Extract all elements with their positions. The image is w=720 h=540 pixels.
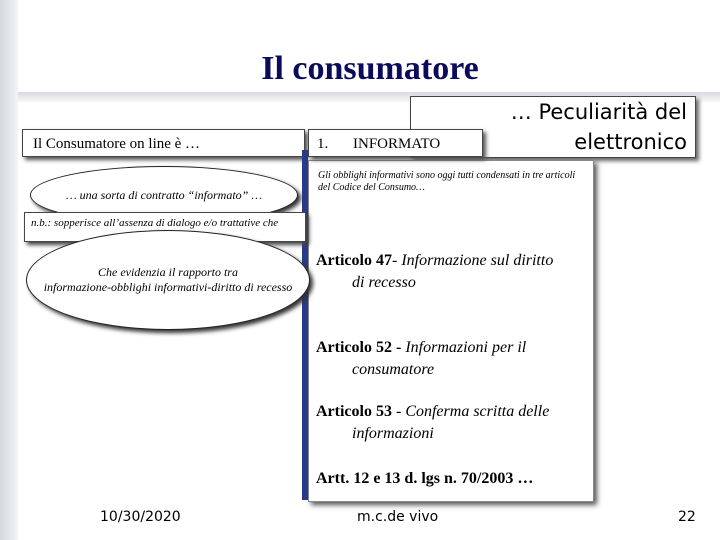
- article-name: Articolo 53: [316, 403, 392, 420]
- slide-title: Il consumatore: [261, 50, 479, 87]
- left-band: [0, 0, 18, 540]
- rapporto-ellipse: [26, 230, 310, 330]
- artt-line: Artt. 12 e 13 d. lgs n. 70/2003 …: [316, 470, 534, 487]
- intro-note: Gli obblighi informativi sono oggi tutti condensati in tre articoli del Codice del Consumo…: [318, 170, 576, 193]
- footer-author: m.c.de vivo: [357, 509, 439, 525]
- article-desc: Informazioni per il: [405, 339, 527, 356]
- vertical-divider: [302, 150, 308, 500]
- informato-label: INFORMATO: [353, 136, 441, 152]
- footer-date: 10/30/2020: [100, 509, 181, 525]
- article-desc: Conferma scritta delle: [405, 403, 550, 420]
- articles-panel: [308, 160, 594, 502]
- article-desc-cont: informazioni: [352, 425, 434, 442]
- list-number: 1.: [317, 136, 329, 152]
- article-53: [316, 401, 588, 445]
- article-name: Articolo 47: [316, 252, 392, 269]
- informato-box: [308, 129, 483, 157]
- rapporto-line-2: informazione-obblighi informativi-diritto di recesso: [43, 280, 293, 294]
- rapporto-line-1: Che evidenzia il rapporto tra: [97, 265, 238, 279]
- article-52: [316, 337, 588, 381]
- contratto-informato-ellipse: … una sorta di contratto “informato” …: [30, 166, 298, 224]
- article-desc: Informazione sul diritto: [401, 252, 554, 269]
- article-47: [316, 250, 588, 294]
- article-sep: -: [391, 252, 402, 269]
- article-sep: -: [391, 403, 406, 420]
- peculiarita-line-2: elettronico: [574, 130, 687, 154]
- peculiarita-line-1: … Peculiarità del: [510, 100, 687, 124]
- article-name: Articolo 52 -: [316, 339, 402, 356]
- footer-page-number: 22: [678, 509, 696, 525]
- article-desc-cont: consumatore: [352, 361, 435, 378]
- consumatore-online-box: Il Consumatore on line è …: [22, 129, 305, 157]
- article-desc-cont: di recesso: [352, 274, 416, 291]
- nb-note: n.b.: sopperisce all’assenza di dialogo e/o trattative che: [24, 212, 306, 242]
